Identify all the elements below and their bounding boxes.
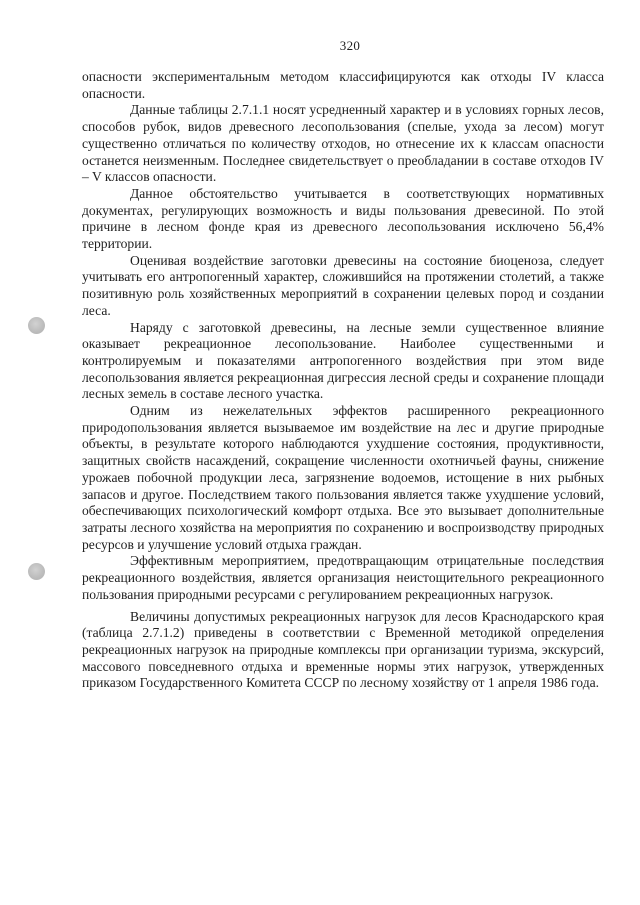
paragraph: Оценивая воздействие заготовки древесины на состояние биоценоза, следует учитывать его антропогенный характер, сложившийся на протяжении столетий, а также позитивную роль хозяйственных мероприятий в сохранении целевых пород и создании леса. — [82, 252, 604, 318]
paragraph: Данное обстоятельство учитывается в соответствующих нормативных документах, регулирующих возможность и виды пользования древесиной. По этой причине в лесном фонде края из древесного лесопользования исключено 56,4% территории. — [82, 185, 604, 252]
paragraph: Величины допустимых рекреационных нагрузок для лесов Краснодарского края (таблица 2.7.1.2) приведены в соответствии с Временной методикой определения рекреационных нагрузок на природные комплексы при организации туризма, экскурсий, массового повседневного отдыха и временные нормы этих нагрузок, утвержденных приказом Государственного Комитета СССР по лесному хозяйству от 1 апреля 1986 года. — [82, 608, 604, 691]
paragraph: Эффективным мероприятием, предотвращающим отрицательные последствия рекреационного воздействия, является организация неистощительного рекреационного пользования природными ресурсами с регулированием рекреационных нагрузок. — [82, 553, 604, 602]
paragraph-continuation: опасности экспериментальным методом классифицируются как отходы IV класса опасности. — [82, 69, 604, 101]
page-number: 320 — [339, 38, 361, 53]
paragraph: Наряду с заготовкой древесины, на лесные земли существенное влияние оказывает рекреационное лесопользование. Наиболее существенными и контролируемым и показателями антропогенного воздействия при этом виде лесопользования является рекреационная дигрессия лесной среды и сохранение площади лесных земель в составе лесного участка. — [82, 319, 604, 402]
paragraph: Данные таблицы 2.7.1.1 носят усредненный характер и в условиях горных лесов, способов рубок, видов древесного лесопользования (спелые, ухода за лесом) могут существенно отличаться по количеству отходов, но отнесение их к классам опасности останется неизменным. Последнее свидетельствует о преобладании в составе отходов IV – V классов опасности. — [82, 102, 604, 185]
paragraph: Одним из нежелательных эффектов расширенного рекреационного природопользования является вызываемое им воздействие на лес и другие природные объекты, в результате которого наблюдаются ухудшение состояния, продуктивности, защитных свойств насаждений, сокращение численности охотничьей фауны, снижение урожаев побочной продукции леса, загрязнение водоемов, истощение в них рыбных запасов и другое. Последствием такого пользования является также ухудшение условий, обеспечивающих психологический комфорт отдыха. Все это вызывает дополнительные затраты лесного хозяйства на мероприятия по сохранению и воспроизводству природных ресурсов и улучшение условий отдыха граждан. — [82, 403, 604, 552]
punch-hole-bottom — [28, 563, 45, 580]
punch-hole-top — [28, 317, 45, 334]
body-text — [82, 69, 604, 692]
